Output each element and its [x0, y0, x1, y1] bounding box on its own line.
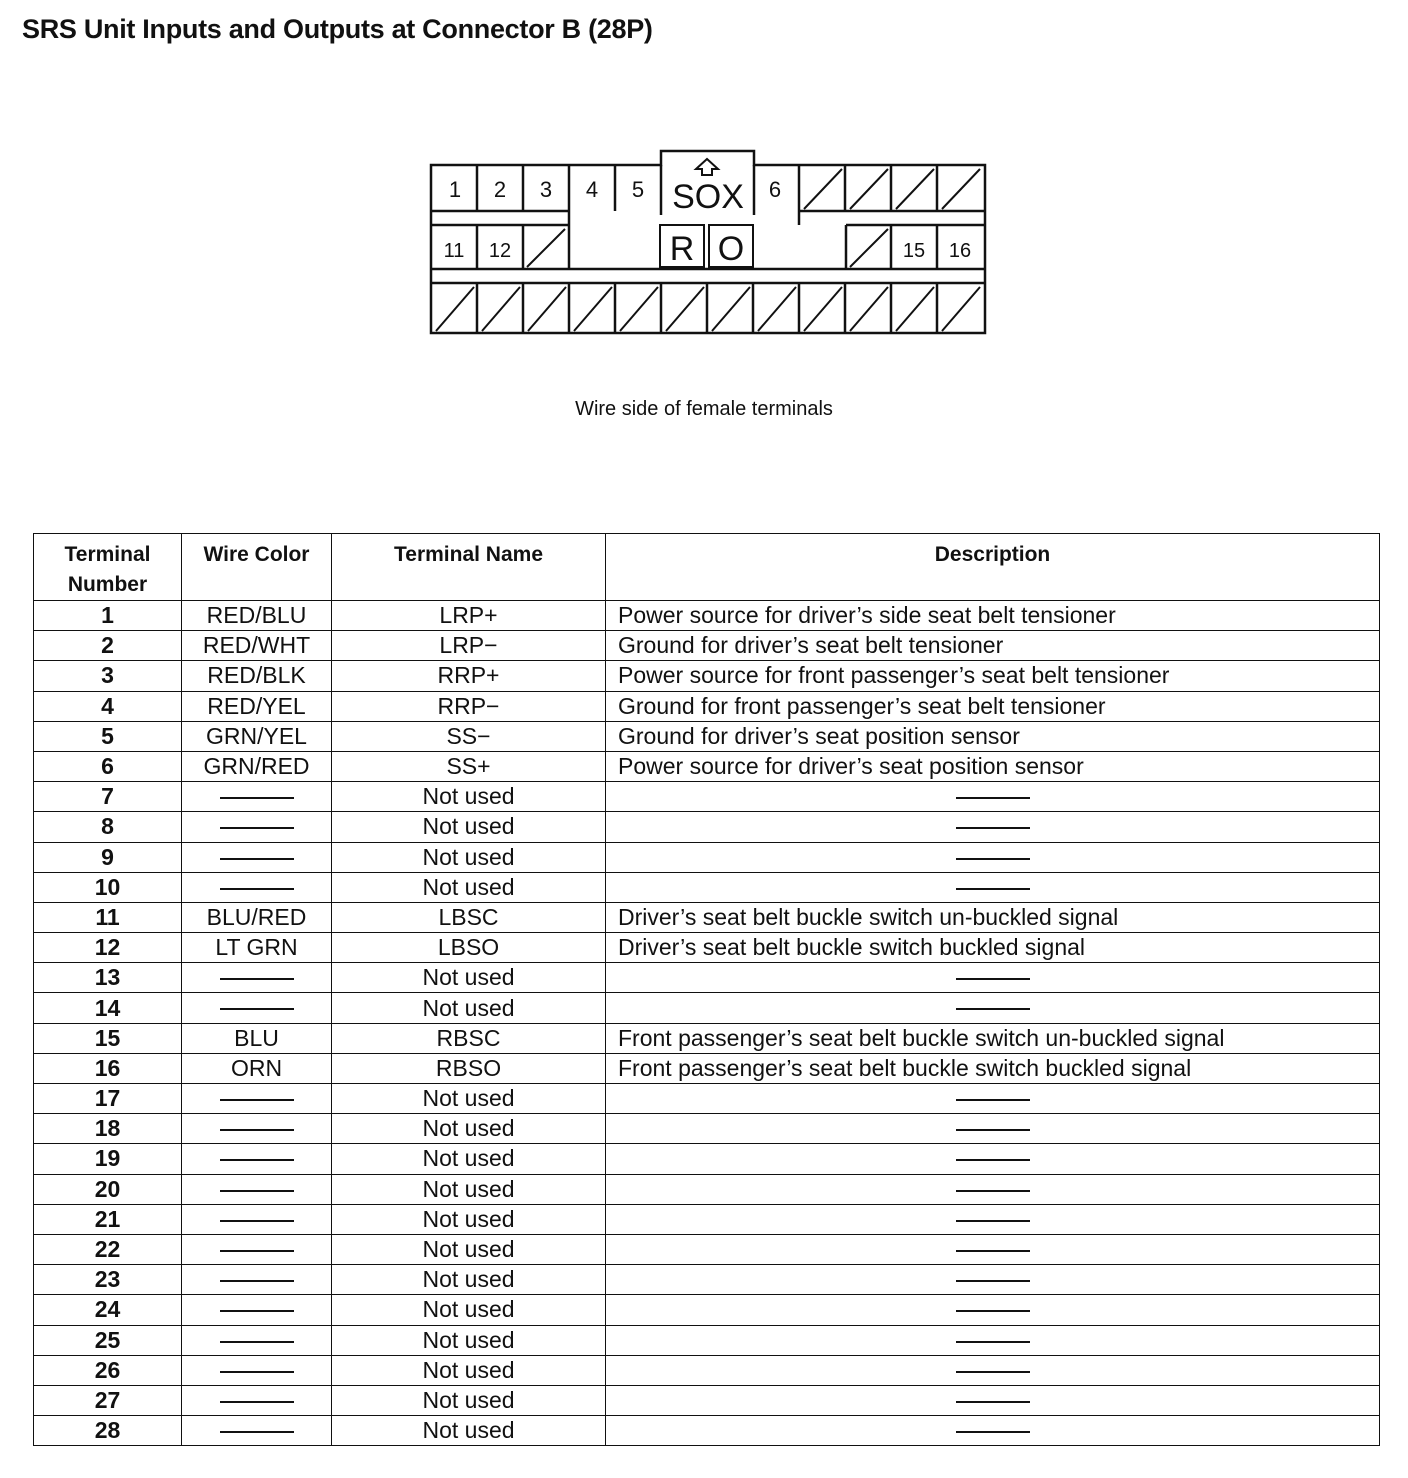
terminal-number-cell: 5	[34, 721, 182, 751]
description-cell	[606, 993, 1380, 1023]
terminal-number-cell: 8	[34, 812, 182, 842]
description-cell: Front passenger’s seat belt buckle switch buckled signal	[606, 1053, 1380, 1083]
terminal-name-cell: Not used	[332, 1204, 606, 1234]
description-cell: Driver’s seat belt buckle switch un-buckled signal	[606, 902, 1380, 932]
up-arrow-icon	[696, 159, 718, 175]
terminal-number-cell: 26	[34, 1355, 182, 1385]
terminal-name-cell: SS−	[332, 721, 606, 751]
terminal-number-cell: 2	[34, 631, 182, 661]
unused-dash	[956, 1401, 1030, 1403]
table-row	[34, 661, 1380, 691]
description-cell	[606, 1114, 1380, 1144]
pin-label: 4	[585, 177, 599, 202]
center-label: SOX	[672, 178, 744, 216]
terminal-number-cell: 13	[34, 963, 182, 993]
terminal-name-cell: LRP+	[332, 601, 606, 631]
table-row	[34, 1295, 1380, 1325]
terminal-name-cell: RRP+	[332, 661, 606, 691]
terminal-number-cell: 4	[34, 691, 182, 721]
wire-color-cell	[182, 812, 332, 842]
key-label-o: O	[717, 230, 745, 268]
table-row	[34, 963, 1380, 993]
description-cell	[606, 1295, 1380, 1325]
terminal-name-cell: SS+	[332, 751, 606, 781]
unused-dash	[220, 1250, 294, 1252]
terminal-number-cell: 27	[34, 1385, 182, 1415]
table-row	[34, 751, 1380, 781]
terminal-name-cell: Not used	[332, 1084, 606, 1114]
table-row	[34, 1385, 1380, 1415]
table-row	[34, 993, 1380, 1023]
description-cell	[606, 1174, 1380, 1204]
table-row	[34, 1114, 1380, 1144]
description-cell: Ground for front passenger’s seat belt tensioner	[606, 691, 1380, 721]
terminal-name-cell: Not used	[332, 812, 606, 842]
terminal-number-cell: 16	[34, 1053, 182, 1083]
unused-dash	[220, 1371, 294, 1373]
description-cell	[606, 1204, 1380, 1234]
wire-color-cell	[182, 1144, 332, 1174]
unused-dash	[956, 1280, 1030, 1282]
unused-dash	[956, 1341, 1030, 1343]
terminal-number-cell: 7	[34, 782, 182, 812]
table-row	[34, 601, 1380, 631]
unused-dash	[220, 1431, 294, 1433]
terminal-name-cell: Not used	[332, 963, 606, 993]
unused-dash	[956, 797, 1030, 799]
description-cell	[606, 1385, 1380, 1415]
description-cell	[606, 1416, 1380, 1446]
description-cell: Power source for front passenger’s seat belt tensioner	[606, 661, 1380, 691]
wire-color-cell: RED/BLU	[182, 601, 332, 631]
connector-diagram	[424, 145, 994, 341]
wire-color-cell	[182, 872, 332, 902]
table-row	[34, 812, 1380, 842]
unused-dash	[220, 1099, 294, 1101]
terminal-number-cell: 14	[34, 993, 182, 1023]
terminal-name-cell: Not used	[332, 1416, 606, 1446]
unused-dash	[220, 1401, 294, 1403]
header-wire-color: Wire Color	[182, 534, 332, 601]
pin-label: 2	[493, 177, 507, 202]
table-row	[34, 631, 1380, 661]
terminal-number-cell: 28	[34, 1416, 182, 1446]
terminal-name-cell: Not used	[332, 1174, 606, 1204]
table-row	[34, 1325, 1380, 1355]
unused-dash	[220, 888, 294, 890]
terminal-name-cell: Not used	[332, 872, 606, 902]
unused-dash	[956, 1190, 1030, 1192]
header-description: Description	[606, 534, 1380, 601]
pin-label: 11	[443, 240, 465, 262]
unused-dash	[956, 1250, 1030, 1252]
unused-dash	[956, 978, 1030, 980]
wire-color-cell	[182, 1325, 332, 1355]
table-row	[34, 902, 1380, 932]
description-cell	[606, 812, 1380, 842]
table-row	[34, 1144, 1380, 1174]
wire-color-cell	[182, 963, 332, 993]
description-cell	[606, 1325, 1380, 1355]
description-cell	[606, 872, 1380, 902]
terminal-name-cell: Not used	[332, 1265, 606, 1295]
wire-color-cell: GRN/YEL	[182, 721, 332, 751]
unused-dash	[220, 1190, 294, 1192]
key-label-r: R	[669, 230, 695, 268]
table-header-row	[34, 534, 1380, 601]
terminal-name-cell: LBSO	[332, 933, 606, 963]
terminal-number-cell: 11	[34, 902, 182, 932]
description-cell: Power source for driver’s seat position sensor	[606, 751, 1380, 781]
page-title: SRS Unit Inputs and Outputs at Connector B (28P)	[22, 14, 653, 44]
table-row	[34, 842, 1380, 872]
description-cell: Ground for driver’s seat belt tensioner	[606, 631, 1380, 661]
terminal-number-cell: 10	[34, 872, 182, 902]
terminal-name-cell: Not used	[332, 1355, 606, 1385]
terminal-number-cell: 15	[34, 1023, 182, 1053]
unused-dash	[220, 1159, 294, 1161]
terminal-number-cell: 19	[34, 1144, 182, 1174]
table-row	[34, 1355, 1380, 1385]
table-row	[34, 1204, 1380, 1234]
table-row	[34, 1053, 1380, 1083]
terminal-number-cell: 3	[34, 661, 182, 691]
unused-dash	[956, 1220, 1030, 1222]
wire-color-cell: RED/YEL	[182, 691, 332, 721]
unused-dash	[956, 1008, 1030, 1010]
pin-label: 16	[948, 240, 972, 262]
unused-dash	[220, 1008, 294, 1010]
table-row	[34, 691, 1380, 721]
wire-color-cell	[182, 1355, 332, 1385]
header-terminal-number: Terminal Number	[34, 534, 182, 601]
wire-color-cell	[182, 1114, 332, 1144]
unused-dash	[956, 1371, 1030, 1373]
pin-label: 5	[631, 177, 645, 202]
terminal-name-cell: RBSO	[332, 1053, 606, 1083]
wire-color-cell: BLU	[182, 1023, 332, 1053]
pin-label: 3	[539, 177, 553, 202]
description-cell	[606, 1084, 1380, 1114]
unused-dash	[956, 1310, 1030, 1312]
terminal-name-cell: RRP−	[332, 691, 606, 721]
wire-color-cell	[182, 1295, 332, 1325]
header-terminal-name: Terminal Name	[332, 534, 606, 601]
table-row	[34, 872, 1380, 902]
terminal-name-cell: LBSC	[332, 902, 606, 932]
wire-color-cell	[182, 993, 332, 1023]
table-row	[34, 721, 1380, 751]
wire-color-cell: RED/BLK	[182, 661, 332, 691]
unused-dash	[956, 1431, 1030, 1433]
wire-color-cell: RED/WHT	[182, 631, 332, 661]
pin-label: 15	[902, 240, 926, 262]
description-cell	[606, 1234, 1380, 1264]
pin-label: 6	[768, 177, 782, 202]
unused-dash	[220, 827, 294, 829]
terminal-name-cell: Not used	[332, 1385, 606, 1415]
terminal-name-cell: Not used	[332, 842, 606, 872]
pin-label: 12	[488, 240, 512, 262]
unused-dash	[956, 1129, 1030, 1131]
terminal-number-cell: 17	[34, 1084, 182, 1114]
description-cell: Front passenger’s seat belt buckle switch un-buckled signal	[606, 1023, 1380, 1053]
table-row	[34, 782, 1380, 812]
description-cell	[606, 1355, 1380, 1385]
terminal-table	[33, 533, 1380, 1446]
table-row	[34, 1174, 1380, 1204]
unused-dash	[220, 1129, 294, 1131]
wire-color-cell: BLU/RED	[182, 902, 332, 932]
terminal-name-cell: Not used	[332, 1114, 606, 1144]
terminal-name-cell: Not used	[332, 1295, 606, 1325]
unused-dash	[220, 797, 294, 799]
terminal-number-cell: 22	[34, 1234, 182, 1264]
wire-color-cell	[182, 1265, 332, 1295]
table-row	[34, 1023, 1380, 1053]
terminal-name-cell: Not used	[332, 1144, 606, 1174]
wire-color-cell: LT GRN	[182, 933, 332, 963]
description-cell	[606, 1265, 1380, 1295]
unused-dash	[956, 1159, 1030, 1161]
unused-dash	[956, 888, 1030, 890]
table-row	[34, 933, 1380, 963]
unused-dash	[220, 1310, 294, 1312]
terminal-name-cell: Not used	[332, 1325, 606, 1355]
terminal-number-cell: 20	[34, 1174, 182, 1204]
wire-color-cell: GRN/RED	[182, 751, 332, 781]
pin-label: 1	[448, 177, 462, 202]
description-cell	[606, 963, 1380, 993]
terminal-name-cell: Not used	[332, 993, 606, 1023]
diagram-caption: Wire side of female terminals	[575, 398, 833, 420]
wire-color-cell	[182, 1174, 332, 1204]
wire-color-cell	[182, 1416, 332, 1446]
terminal-number-cell: 25	[34, 1325, 182, 1355]
description-cell	[606, 782, 1380, 812]
terminal-name-cell: Not used	[332, 782, 606, 812]
description-cell: Power source for driver’s side seat belt tensioner	[606, 601, 1380, 631]
description-cell: Driver’s seat belt buckle switch buckled signal	[606, 933, 1380, 963]
unused-dash	[956, 827, 1030, 829]
unused-dash	[220, 858, 294, 860]
unused-dash	[220, 1280, 294, 1282]
description-cell	[606, 1144, 1380, 1174]
terminal-number-cell: 1	[34, 601, 182, 631]
unused-dash	[956, 1099, 1030, 1101]
wire-color-cell	[182, 1234, 332, 1264]
terminal-number-cell: 18	[34, 1114, 182, 1144]
wire-color-cell	[182, 1084, 332, 1114]
description-cell: Ground for driver’s seat position sensor	[606, 721, 1380, 751]
table-row	[34, 1416, 1380, 1446]
wire-color-cell: ORN	[182, 1053, 332, 1083]
terminal-name-cell: LRP−	[332, 631, 606, 661]
terminal-name-cell: Not used	[332, 1234, 606, 1264]
table-row	[34, 1084, 1380, 1114]
wire-color-cell	[182, 842, 332, 872]
terminal-number-cell: 12	[34, 933, 182, 963]
wire-color-cell	[182, 1204, 332, 1234]
table-row	[34, 1234, 1380, 1264]
unused-dash	[220, 1341, 294, 1343]
table-row	[34, 1265, 1380, 1295]
terminal-name-cell: RBSC	[332, 1023, 606, 1053]
terminal-number-cell: 24	[34, 1295, 182, 1325]
terminal-number-cell: 6	[34, 751, 182, 781]
wire-color-cell	[182, 1385, 332, 1415]
terminal-number-cell: 21	[34, 1204, 182, 1234]
unused-dash	[220, 978, 294, 980]
wire-color-cell	[182, 782, 332, 812]
terminal-number-cell: 23	[34, 1265, 182, 1295]
terminal-number-cell: 9	[34, 842, 182, 872]
unused-dash	[220, 1220, 294, 1222]
unused-dash	[956, 858, 1030, 860]
description-cell	[606, 842, 1380, 872]
